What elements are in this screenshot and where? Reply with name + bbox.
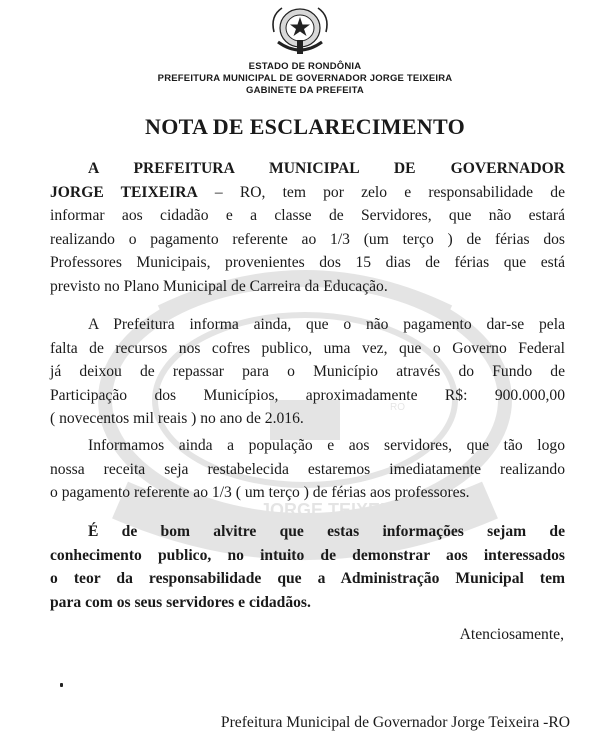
paragraph-2-line-4: Participação dos Municípios, aproximadamente R$: 900.000,00 bbox=[50, 386, 565, 404]
watermark-year: 1992 bbox=[440, 506, 481, 526]
paragraph-2-line-5: ( novecentos mil reais ) no ano de 2.016. bbox=[50, 410, 304, 428]
paragraph-1-line-6: previsto no Plano Municipal de Carreira da Educação. bbox=[50, 277, 388, 295]
paragraph-3-line-2: nossa receita seja restabelecida estaremos imediatamente realizando bbox=[50, 460, 565, 478]
paragraph-1-line-2: JORGE TEIXEIRA – RO, tem por zelo e responsabilidade de bbox=[50, 183, 565, 201]
paragraph-1-line-5: Professores Municipais, provenientes dos 15 dias de férias que está bbox=[50, 254, 565, 272]
paragraph-4-line-4: para com os seus servidores e cidadãos. bbox=[50, 593, 311, 611]
signature-line: Prefeitura Municipal de Governador Jorge Teixeira -RO bbox=[220, 714, 570, 731]
page-title: NOTA DE ESCLARECIMENTO bbox=[145, 114, 465, 139]
watermark-date: 13-02 bbox=[160, 506, 207, 526]
paragraph-4-line-2: conhecimento publico, no intuito de demonstrar aos interessados bbox=[50, 546, 565, 564]
paragraph-3-line-3: o pagamento referente ao 1/3 ( um terço ) de férias aos professores. bbox=[50, 484, 470, 502]
paragraph-4-line-3: o teor da responsabilidade que a Administração Municipal tem bbox=[50, 570, 565, 588]
ink-speck bbox=[60, 683, 63, 687]
paragraph-4-line-1: É de bom alvitre que estas informações sejam de bbox=[88, 523, 565, 540]
closing-salutation: Atenciosamente, bbox=[459, 626, 564, 643]
watermark-name: JORGE TEIXEIRA bbox=[260, 500, 412, 520]
paragraph-1 bbox=[50, 157, 565, 299]
header-municipality: PREFEITURA MUNICIPAL DE GOVERNADOR JORGE TEIXEIRA bbox=[157, 73, 453, 84]
paragraph-2-line-2: falta de recursos nos cofres publico, uma vez, que o Governo Federal bbox=[50, 339, 565, 357]
paragraph-1-line-4: realizando o pagamento referente ao 1/3 (um terço ) de férias dos bbox=[50, 230, 565, 248]
paragraph-2-line-1: A Prefeitura informa ainda, que o não pagamento dar-se pela bbox=[88, 316, 565, 333]
paragraph-3-line-1: Informamos ainda a população e aos servidores, que tão logo bbox=[88, 437, 565, 454]
paragraph-2-line-3: já deixou de repassar para o Município através do Fundo de bbox=[50, 363, 565, 381]
paragraph-4 bbox=[50, 520, 565, 614]
crest-icon bbox=[268, 2, 332, 58]
paragraph-1-line-1: A PREFEITURA MUNICIPAL DE GOVERNADOR bbox=[88, 160, 565, 177]
header-state: ESTADO DE RONDÔNIA bbox=[248, 61, 362, 72]
paragraph-3 bbox=[50, 434, 565, 505]
paragraph-1-line-3: informar aos cidadão e a classe de Servidores, que não estará bbox=[50, 207, 565, 225]
watermark-ro: RO bbox=[390, 402, 405, 413]
header-office: GABINETE DA PREFEITA bbox=[245, 85, 364, 96]
paragraph-2 bbox=[50, 313, 565, 431]
